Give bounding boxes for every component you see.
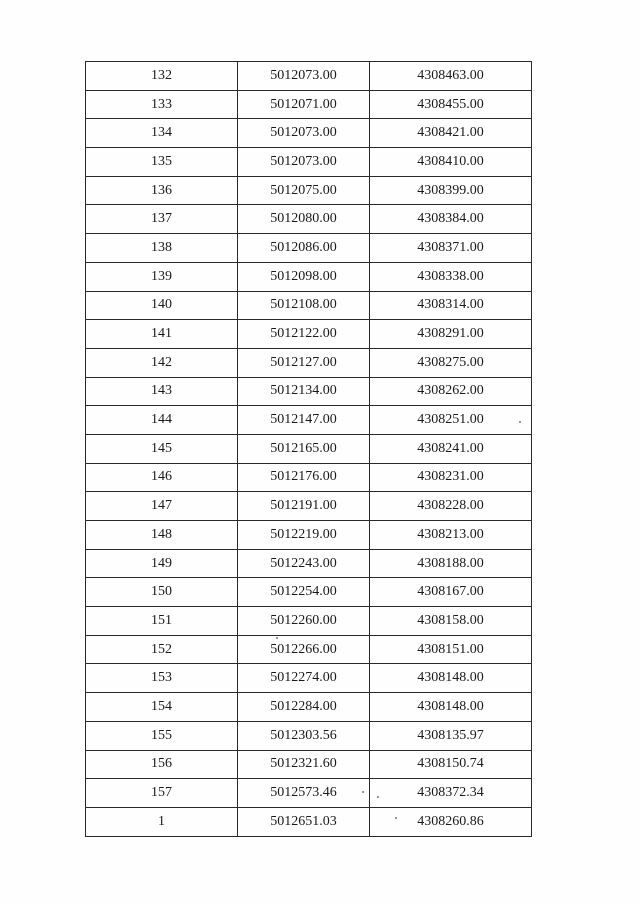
- table-row: [86, 205, 532, 234]
- y-coordinate-cell: 4308135.97: [370, 721, 532, 750]
- point-number-cell: 143: [86, 377, 238, 406]
- y-coordinate-cell: 4308338.00: [370, 262, 532, 291]
- y-coordinate-cell: 4308384.00: [370, 205, 532, 234]
- scan-speck: [519, 421, 521, 423]
- x-coordinate-cell: 5012165.00: [238, 434, 370, 463]
- point-number-cell: 144: [86, 406, 238, 435]
- table-row: [86, 664, 532, 693]
- x-coordinate-cell: 5012134.00: [238, 377, 370, 406]
- table-row: [86, 377, 532, 406]
- point-number-cell: 137: [86, 205, 238, 234]
- y-coordinate-cell: 4308158.00: [370, 607, 532, 636]
- y-coordinate-cell: 4308241.00: [370, 434, 532, 463]
- x-coordinate-cell: 5012260.00: [238, 607, 370, 636]
- point-number-cell: 152: [86, 635, 238, 664]
- table-row: [86, 234, 532, 263]
- x-coordinate-cell: 5012191.00: [238, 492, 370, 521]
- y-coordinate-cell: 4308421.00: [370, 119, 532, 148]
- point-number-cell: 151: [86, 607, 238, 636]
- point-number-cell: 147: [86, 492, 238, 521]
- table-row: [86, 291, 532, 320]
- x-coordinate-cell: 5012108.00: [238, 291, 370, 320]
- x-coordinate-cell: 5012254.00: [238, 578, 370, 607]
- point-number-cell: 1: [86, 807, 238, 836]
- point-number-cell: 148: [86, 521, 238, 550]
- table-body: [86, 62, 532, 837]
- x-coordinate-cell: 5012651.03: [238, 807, 370, 836]
- table-row: [86, 119, 532, 148]
- x-coordinate-cell: 5012284.00: [238, 693, 370, 722]
- point-number-cell: 139: [86, 262, 238, 291]
- y-coordinate-cell: 4308228.00: [370, 492, 532, 521]
- y-coordinate-cell: 4308167.00: [370, 578, 532, 607]
- table-row: [86, 693, 532, 722]
- x-coordinate-cell: 5012147.00: [238, 406, 370, 435]
- y-coordinate-cell: 4308260.86: [370, 807, 532, 836]
- x-coordinate-cell: 5012127.00: [238, 348, 370, 377]
- x-coordinate-cell: 5012321.60: [238, 750, 370, 779]
- table-row: [86, 320, 532, 349]
- y-coordinate-cell: 4308275.00: [370, 348, 532, 377]
- point-number-cell: 138: [86, 234, 238, 263]
- y-coordinate-cell: 4308251.00: [370, 406, 532, 435]
- point-number-cell: 142: [86, 348, 238, 377]
- table-row: [86, 521, 532, 550]
- y-coordinate-cell: 4308148.00: [370, 693, 532, 722]
- x-coordinate-cell: 5012266.00: [238, 635, 370, 664]
- table-row: [86, 90, 532, 119]
- scan-speck: [276, 637, 278, 639]
- y-coordinate-cell: 4308463.00: [370, 62, 532, 91]
- point-number-cell: 135: [86, 148, 238, 177]
- point-number-cell: 150: [86, 578, 238, 607]
- x-coordinate-cell: 5012073.00: [238, 119, 370, 148]
- table-row: [86, 62, 532, 91]
- coordinates-table: [85, 61, 532, 837]
- x-coordinate-cell: 5012071.00: [238, 90, 370, 119]
- x-coordinate-cell: 5012274.00: [238, 664, 370, 693]
- x-coordinate-cell: 5012176.00: [238, 463, 370, 492]
- point-number-cell: 145: [86, 434, 238, 463]
- x-coordinate-cell: 5012098.00: [238, 262, 370, 291]
- point-number-cell: 134: [86, 119, 238, 148]
- point-number-cell: 157: [86, 779, 238, 808]
- table-row: [86, 578, 532, 607]
- point-number-cell: 146: [86, 463, 238, 492]
- y-coordinate-cell: 4308455.00: [370, 90, 532, 119]
- table-row: [86, 348, 532, 377]
- y-coordinate-cell: 4308188.00: [370, 549, 532, 578]
- point-number-cell: 132: [86, 62, 238, 91]
- table-row: [86, 807, 532, 836]
- table-row: [86, 463, 532, 492]
- table-row: [86, 779, 532, 808]
- point-number-cell: 141: [86, 320, 238, 349]
- point-number-cell: 155: [86, 721, 238, 750]
- y-coordinate-cell: 4308213.00: [370, 521, 532, 550]
- x-coordinate-cell: 5012073.00: [238, 148, 370, 177]
- y-coordinate-cell: 4308151.00: [370, 635, 532, 664]
- y-coordinate-cell: 4308291.00: [370, 320, 532, 349]
- x-coordinate-cell: 5012073.00: [238, 62, 370, 91]
- y-coordinate-cell: 4308148.00: [370, 664, 532, 693]
- x-coordinate-cell: 5012243.00: [238, 549, 370, 578]
- y-coordinate-cell: 4308150.74: [370, 750, 532, 779]
- y-coordinate-cell: 4308371.00: [370, 234, 532, 263]
- point-number-cell: 156: [86, 750, 238, 779]
- table-row: [86, 750, 532, 779]
- table-row: [86, 406, 532, 435]
- table-row: [86, 492, 532, 521]
- x-coordinate-cell: 5012219.00: [238, 521, 370, 550]
- y-coordinate-cell: 4308231.00: [370, 463, 532, 492]
- y-coordinate-cell: 4308410.00: [370, 148, 532, 177]
- y-coordinate-cell: 4308372.34: [370, 779, 532, 808]
- x-coordinate-cell: 5012075.00: [238, 176, 370, 205]
- y-coordinate-cell: 4308314.00: [370, 291, 532, 320]
- table-row: [86, 262, 532, 291]
- scan-speck: [395, 817, 397, 819]
- x-coordinate-cell: 5012122.00: [238, 320, 370, 349]
- table-row: [86, 148, 532, 177]
- y-coordinate-cell: 4308399.00: [370, 176, 532, 205]
- x-coordinate-cell: 5012573.46: [238, 779, 370, 808]
- point-number-cell: 149: [86, 549, 238, 578]
- point-number-cell: 140: [86, 291, 238, 320]
- point-number-cell: 153: [86, 664, 238, 693]
- point-number-cell: 136: [86, 176, 238, 205]
- table-row: [86, 721, 532, 750]
- table-row: [86, 607, 532, 636]
- scan-speck: [362, 791, 364, 793]
- table-row: [86, 434, 532, 463]
- scan-speck: [377, 796, 379, 798]
- table-row: [86, 176, 532, 205]
- table-row: [86, 549, 532, 578]
- y-coordinate-cell: 4308262.00: [370, 377, 532, 406]
- x-coordinate-cell: 5012080.00: [238, 205, 370, 234]
- table-row: [86, 635, 532, 664]
- point-number-cell: 133: [86, 90, 238, 119]
- x-coordinate-cell: 5012086.00: [238, 234, 370, 263]
- point-number-cell: 154: [86, 693, 238, 722]
- x-coordinate-cell: 5012303.56: [238, 721, 370, 750]
